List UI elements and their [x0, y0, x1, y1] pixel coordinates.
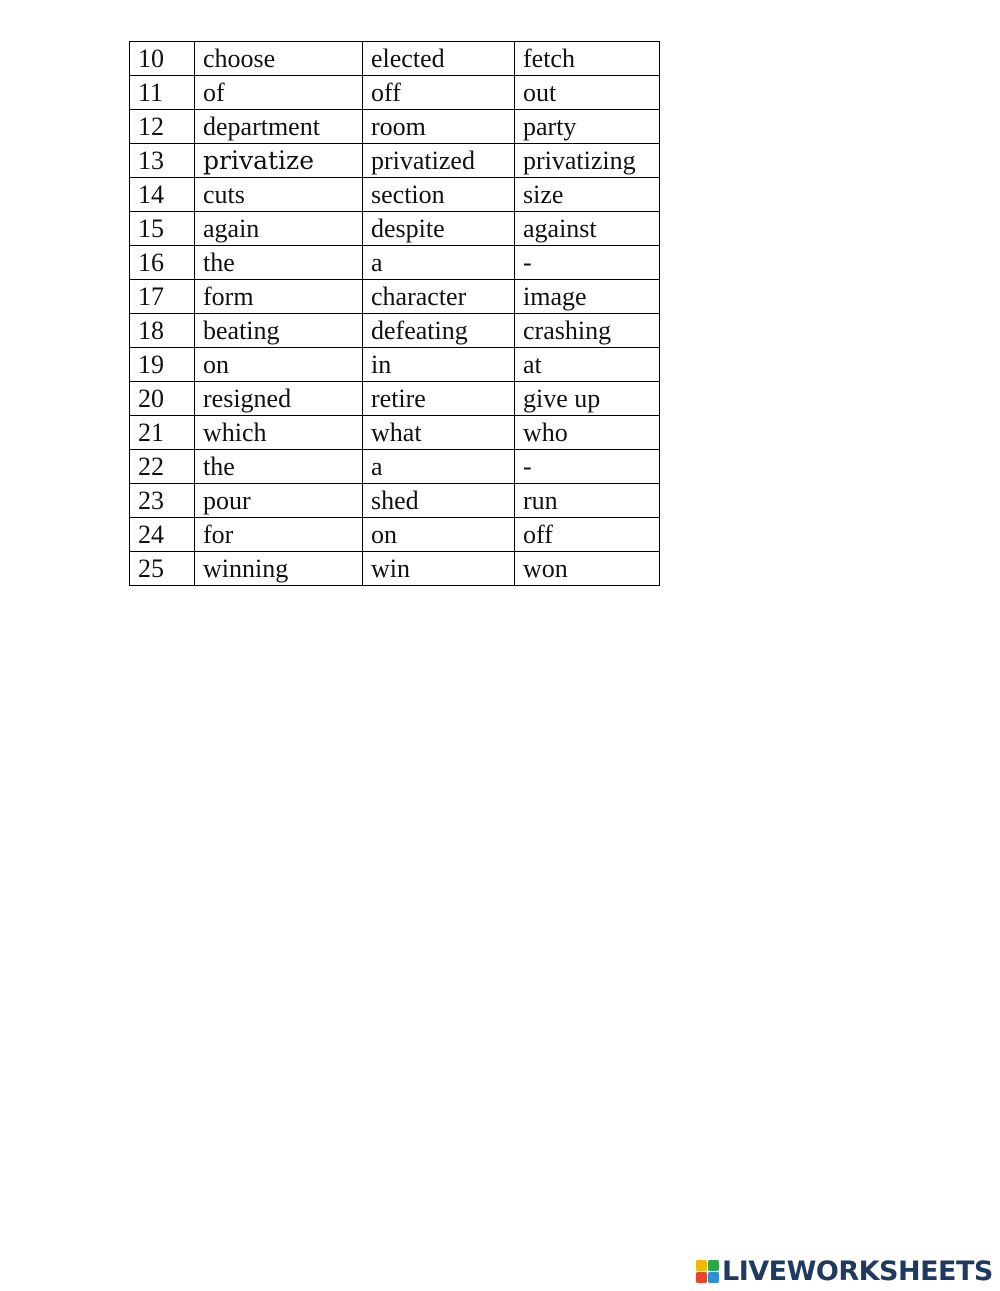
option-c-cell: privatizing — [515, 144, 660, 178]
table-row — [130, 76, 660, 110]
table-row — [130, 348, 660, 382]
option-b-cell: character — [363, 280, 515, 314]
option-a-cell: beating — [195, 314, 363, 348]
liveworksheets-logo — [696, 1254, 993, 1288]
option-b-cell: despite — [363, 212, 515, 246]
option-b-cell: what — [363, 416, 515, 450]
logo-block — [696, 1272, 707, 1283]
option-a-cell: choose — [195, 42, 363, 76]
option-a-cell: of — [195, 76, 363, 110]
option-b-cell: on — [363, 518, 515, 552]
table-row — [130, 314, 660, 348]
item-number-cell: 13 — [130, 144, 195, 178]
table-row — [130, 552, 660, 586]
item-number-cell: 16 — [130, 246, 195, 280]
option-c-cell: at — [515, 348, 660, 382]
option-c-cell: fetch — [515, 42, 660, 76]
option-b-cell: retire — [363, 382, 515, 416]
item-number-cell: 11 — [130, 76, 195, 110]
item-number-cell: 17 — [130, 280, 195, 314]
option-a-cell: privatize — [195, 144, 363, 178]
table-row — [130, 382, 660, 416]
option-b-cell: room — [363, 110, 515, 144]
logo-text: LIVEWORKSHEETS — [722, 1255, 993, 1287]
option-c-cell: against — [515, 212, 660, 246]
table-row — [130, 212, 660, 246]
option-a-cell: on — [195, 348, 363, 382]
option-c-cell: image — [515, 280, 660, 314]
option-b-cell: elected — [363, 42, 515, 76]
option-b-cell: off — [363, 76, 515, 110]
item-number-cell: 19 — [130, 348, 195, 382]
option-b-cell: privatized — [363, 144, 515, 178]
option-a-cell: resigned — [195, 382, 363, 416]
option-c-cell: give up — [515, 382, 660, 416]
table-row — [130, 518, 660, 552]
option-a-cell: the — [195, 246, 363, 280]
option-a-cell: department — [195, 110, 363, 144]
option-c-cell: crashing — [515, 314, 660, 348]
option-b-cell: a — [363, 246, 515, 280]
option-a-cell: cuts — [195, 178, 363, 212]
logo-block — [696, 1260, 707, 1271]
item-number-cell: 23 — [130, 484, 195, 518]
answer-options-table — [129, 41, 660, 586]
option-a-cell: for — [195, 518, 363, 552]
option-a-cell: winning — [195, 552, 363, 586]
option-c-cell: party — [515, 110, 660, 144]
option-c-cell: - — [515, 450, 660, 484]
option-c-cell: won — [515, 552, 660, 586]
item-number-cell: 14 — [130, 178, 195, 212]
table-row — [130, 42, 660, 76]
logo-block — [708, 1272, 719, 1283]
item-number-cell: 10 — [130, 42, 195, 76]
item-number-cell: 20 — [130, 382, 195, 416]
option-c-cell: out — [515, 76, 660, 110]
item-number-cell: 24 — [130, 518, 195, 552]
option-b-cell: a — [363, 450, 515, 484]
item-number-cell: 22 — [130, 450, 195, 484]
option-c-cell: who — [515, 416, 660, 450]
item-number-cell: 12 — [130, 110, 195, 144]
option-b-cell: defeating — [363, 314, 515, 348]
table-row — [130, 450, 660, 484]
table-row — [130, 280, 660, 314]
logo-block — [708, 1260, 719, 1271]
option-a-cell: form — [195, 280, 363, 314]
table-row — [130, 416, 660, 450]
logo-blocks-icon — [696, 1260, 719, 1283]
option-a-cell: again — [195, 212, 363, 246]
option-a-cell: the — [195, 450, 363, 484]
option-b-cell: shed — [363, 484, 515, 518]
table-row — [130, 246, 660, 280]
item-number-cell: 18 — [130, 314, 195, 348]
item-number-cell: 21 — [130, 416, 195, 450]
option-b-cell: section — [363, 178, 515, 212]
option-b-cell: in — [363, 348, 515, 382]
option-c-cell: size — [515, 178, 660, 212]
option-a-cell: pour — [195, 484, 363, 518]
table-row — [130, 110, 660, 144]
option-c-cell: run — [515, 484, 660, 518]
table-row — [130, 178, 660, 212]
option-a-cell: which — [195, 416, 363, 450]
table-row — [130, 484, 660, 518]
table-row — [130, 144, 660, 178]
item-number-cell: 15 — [130, 212, 195, 246]
option-b-cell: win — [363, 552, 515, 586]
item-number-cell: 25 — [130, 552, 195, 586]
option-c-cell: off — [515, 518, 660, 552]
option-c-cell: - — [515, 246, 660, 280]
